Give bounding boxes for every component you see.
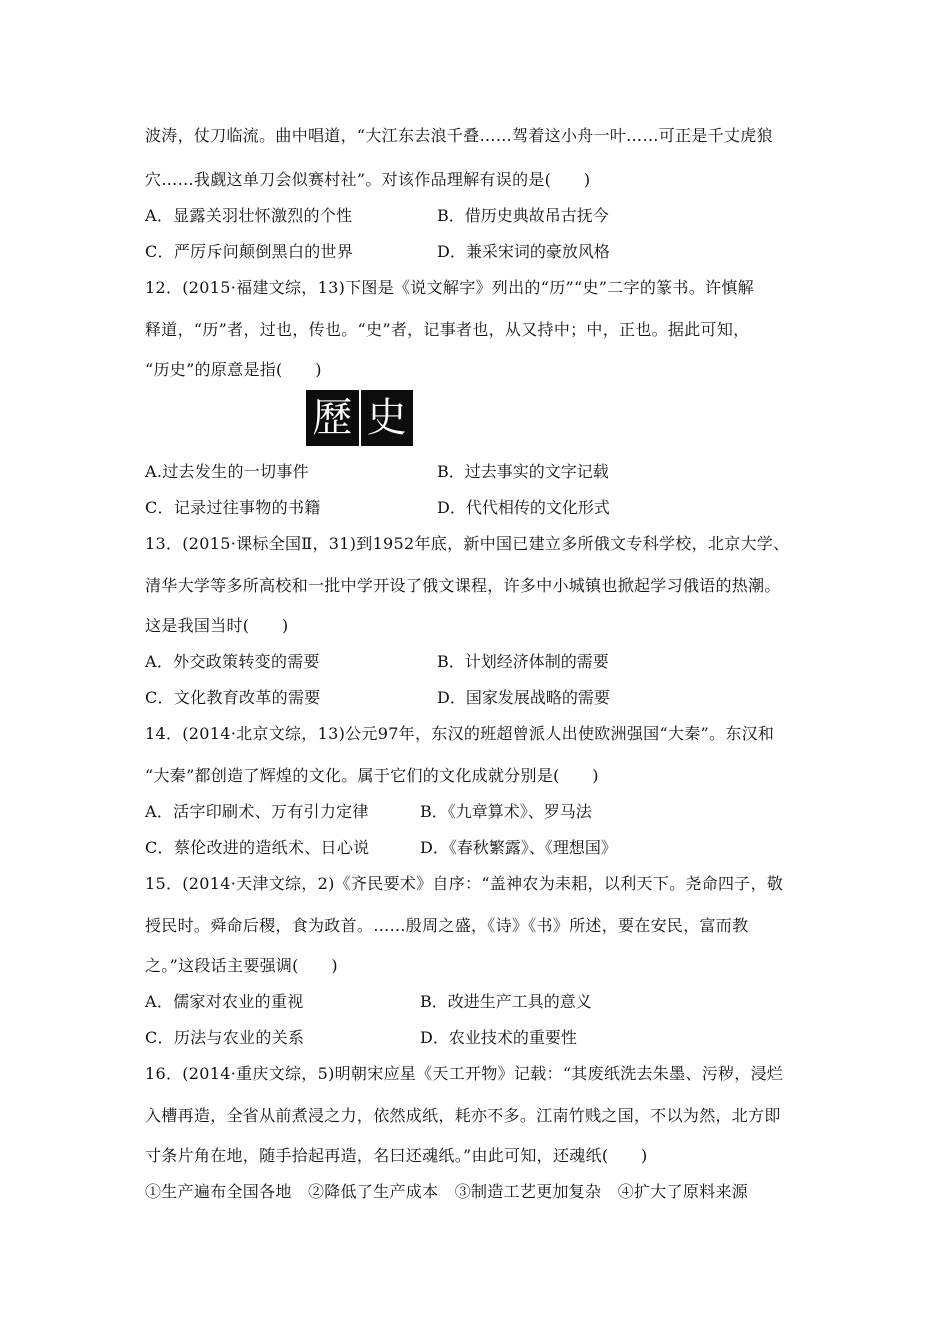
q11-option-b: B．借历史典故吊古抚今 [437,206,609,225]
q14-option-a: A．活字印刷术、万有引力定律 [145,802,369,821]
seal-char-shi: 史 [361,390,414,446]
q12-stem-line-3: “历史”的原意是指( ) [145,360,322,379]
q14-option-b: B．《九章算术》、罗马法 [420,802,592,821]
q11-option-a: A．显露关羽壮怀激烈的个性 [145,206,353,225]
q14-stem-line-1: 14．(2014·北京文综，13)公元97年，东汉的班超曾派人出使欧洲强国“大秦”。东汉和 [145,724,775,743]
q11-option-c: C．严厉斥问颠倒黑白的世界 [145,242,354,261]
q15-option-a: A．儒家对农业的重视 [145,992,304,1011]
q13-option-a: A．外交政策转变的需要 [145,652,320,671]
seal-char-li: 歷 [306,390,359,446]
q11-stem-line-1: 波涛，仗刀临流。曲中唱道，“大江东去浪千叠……驾着这小舟一叶……可正是千丈虎狼 [145,126,773,145]
q13-option-d: D．国家发展战略的需要 [437,688,610,707]
q15-option-b: B．改进生产工具的意义 [420,992,592,1011]
q16-stem-line-2: 入槽再造，全省从前煮浸之力，依然成纸，耗亦不多。江南竹贱之国，不以为然，北方即 [145,1106,781,1125]
q15-stem-line-2: 授民时。舜命后稷，食为政首。……殷周之盛，《诗》《书》所述，要在安民，富而教 [145,916,749,935]
q12-option-d: D．代代相传的文化形式 [437,498,610,517]
q11-option-d: D．兼采宋词的豪放风格 [437,242,610,261]
q14-stem-line-2: “大秦”都创造了辉煌的文化。属于它们的文化成就分别是( ) [145,766,599,785]
q16-stem-line-1: 16．(2014·重庆文综，5)明朝宋应星《天工开物》记载：“其废纸洗去朱墨、污秽，浸烂 [145,1064,784,1083]
q12-stem-line-2: 释道，“历”者，过也，传也。“史”者，记事者也，从又持中；中，正也。据此可知， [145,320,750,339]
q13-option-b: B．计划经济体制的需要 [437,652,609,671]
q12-option-b: B．过去事实的文字记载 [437,462,609,481]
q13-stem-line-1: 13．(2015·课标全国Ⅱ，31)到1952年底，新中国已建立多所俄文专科学校，北京大学、 [145,534,790,553]
seal-script-figure [306,390,413,446]
q13-stem-line-2: 清华大学等多所高校和一批中学开设了俄文课程，许多中小城镇也掀起学习俄语的热潮。 [145,576,781,595]
q14-option-c: C．蔡伦改进的造纸术、日心说 [145,838,370,857]
q15-option-c: C．历法与农业的关系 [145,1028,305,1047]
q15-option-d: D．农业技术的重要性 [420,1028,577,1047]
q12-stem-line-1: 12．(2015·福建文综，13)下图是《说文解字》列出的“历”“史”二字的篆书。许慎解 [145,278,754,297]
q11-stem-line-2: 穴……我觑这单刀会似赛村社”。对该作品理解有误的是( ) [145,170,591,189]
q13-stem-line-3: 这是我国当时( ) [145,616,289,635]
q13-option-c: C．文化教育改革的需要 [145,688,321,707]
q12-option-a: A.过去发生的一切事件 [145,462,309,481]
q12-option-c: C．记录过往事物的书籍 [145,498,321,517]
q16-stem-line-3: 寸条片角在地，随手拾起再造，名曰还魂纸。”由此可知，还魂纸( ) [145,1146,648,1165]
q16-options-line: ①生产遍布全国各地 ②降低了生产成本 ③制造工艺更加复杂 ④扩大了原料来源 [145,1182,749,1201]
q14-option-d: D．《春秋繁露》、《理想国》 [420,838,617,857]
q15-stem-line-3: 之。”这段话主要强调( ) [145,956,338,975]
q15-stem-line-1: 15．(2014·天津文综，2)《齐民要术》自序：“盖神农为耒耜，以利天下。尧命四子，敬 [145,874,784,893]
